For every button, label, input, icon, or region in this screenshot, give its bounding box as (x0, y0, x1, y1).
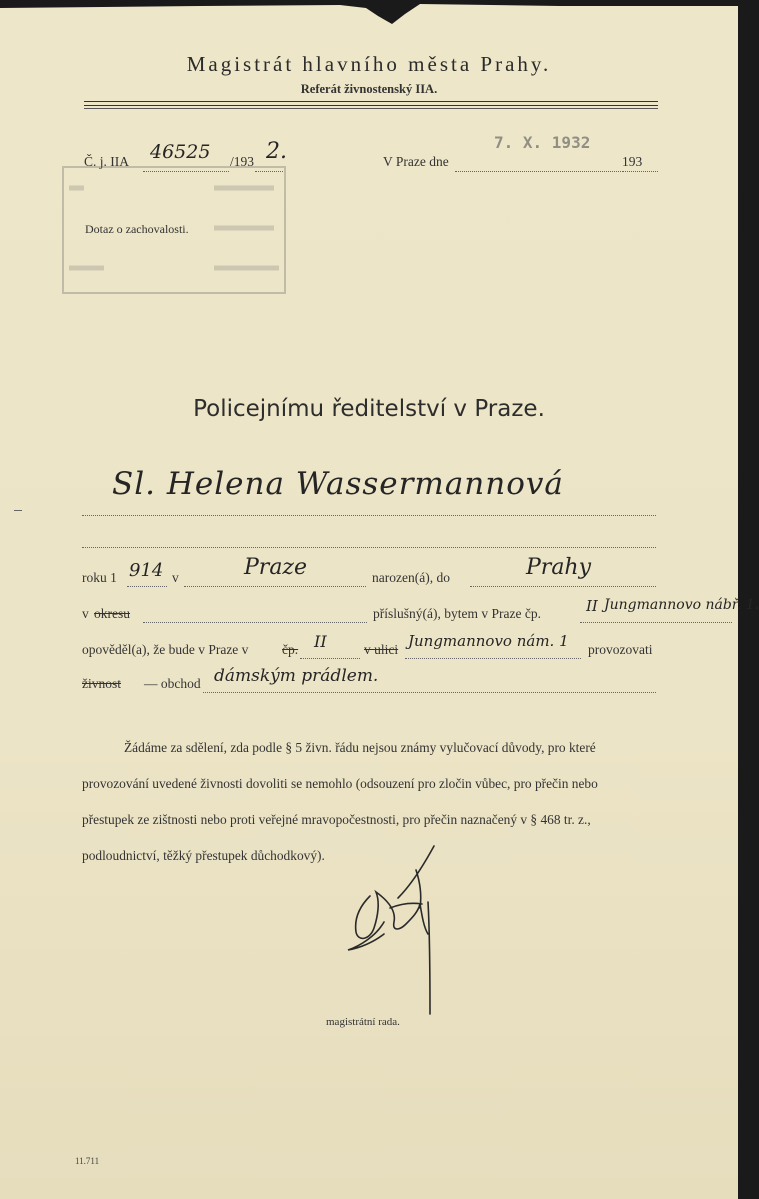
name-line-2 (82, 547, 656, 548)
okres-label: okresu (94, 606, 130, 621)
v-ulici-label: v ulici (364, 642, 399, 657)
residence-cp: II (586, 597, 598, 615)
form-number: 11.711 (75, 1156, 100, 1166)
birth-place-label: v (172, 570, 179, 585)
residence-street: Jungmannovo nábř. 1. (604, 597, 759, 613)
birth-year-line (127, 586, 167, 587)
birth-year: 914 (129, 560, 164, 581)
opovedel-label: opověděl(a), že bude v Praze v (82, 642, 249, 657)
torn-top-edge (0, 0, 738, 28)
subject-text: Dotaz o zachovalosti. (85, 222, 189, 236)
street-line (405, 658, 581, 659)
prislusny-label: příslušný(á), bytem v Praze čp. (373, 606, 541, 621)
edge-mark (14, 510, 22, 511)
handwritten-signature (330, 838, 450, 1018)
residence-line (580, 622, 732, 623)
header-rule (84, 101, 658, 102)
person-name: Sl. Helena Wassermannová (112, 466, 564, 502)
narozen-label: narozen(á), do (372, 570, 450, 585)
provozovati-label: provozovati (588, 642, 653, 657)
zivnost-label: živnost (82, 676, 121, 691)
reference-label: Č. j. IIA (84, 154, 129, 169)
reference-year-digit: 2. (266, 139, 287, 164)
date-label: V Praze dne (383, 154, 449, 169)
body-line-3: přestupek ze zištnosti nebo proti veřejné mravopočestnosti, pro přečin naznačený v § 468 tr. z., (82, 812, 591, 827)
cp-value: II (314, 632, 327, 651)
birth-place: Praze (244, 555, 308, 580)
domicile-line (470, 586, 656, 587)
date-year-line (622, 171, 658, 172)
domicile: Prahy (526, 555, 592, 580)
date-year-label: 193 (622, 154, 643, 169)
issuer-title: Magistrát hlavního města Prahy. (186, 52, 552, 76)
cp-label: čp. (282, 642, 299, 657)
addressee-heading: Policejnímu ředitelství v Praze. (193, 396, 545, 422)
signatory-title: magistrátní rada. (326, 1016, 400, 1028)
issuer-subtitle: Referát živnostenský IIA. (300, 82, 438, 96)
street-value: Jungmannovo nám. 1 (408, 632, 569, 650)
header-rule (84, 108, 658, 109)
body-line-1: Žádáme za sdělení, zda podle § 5 živn. řádu nejsou známy vylučovací důvody, pro které (124, 740, 596, 755)
header-rule (84, 105, 658, 106)
cp-line (300, 658, 360, 659)
name-line (82, 515, 656, 516)
business-value: dámským prádlem. (214, 666, 379, 686)
okres-line (143, 622, 367, 623)
business-line (203, 692, 656, 693)
reference-number: 46525 (150, 141, 211, 163)
reference-year-label: /193 (230, 154, 255, 169)
birth-place-line (184, 586, 366, 587)
obchod-label: — obchod (144, 676, 201, 691)
date-line (455, 171, 621, 172)
body-line-2: provozování uvedené živnosti dovoliti se nemohlo (odsouzení pro zločin vůbec, pro přečin nebo (82, 776, 598, 791)
body-line-4: podloudnictví, těžký přestupek důchodkový). (82, 848, 325, 863)
date-stamp: 7. X. 1932 (494, 133, 591, 152)
birth-year-label: roku 1 (82, 570, 117, 585)
okres-prefix: v (82, 606, 89, 621)
